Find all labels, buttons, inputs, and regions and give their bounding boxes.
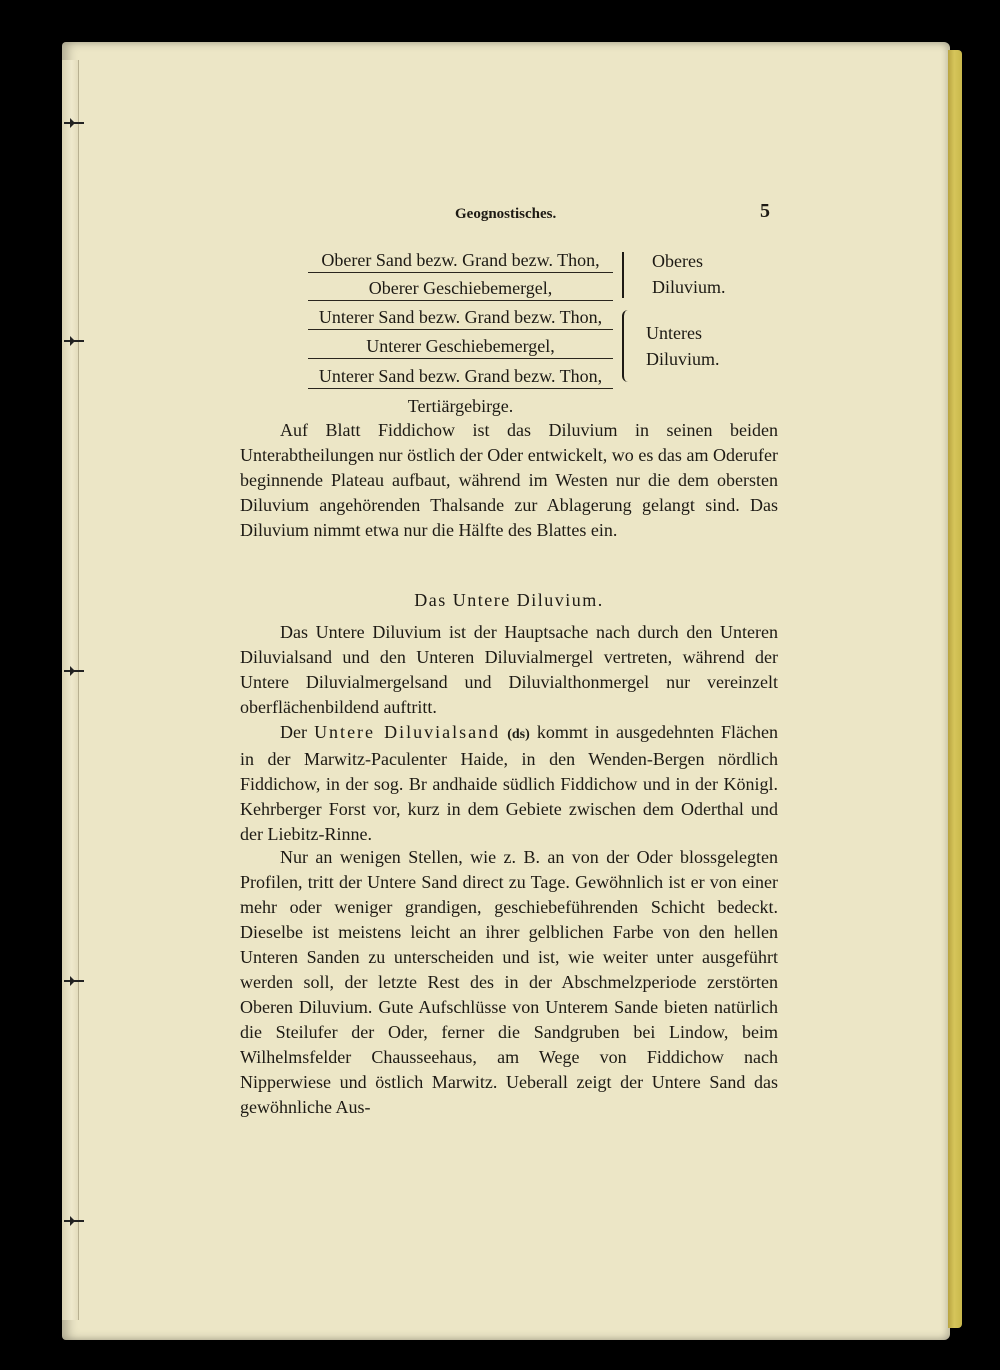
paragraph-3: [240, 720, 778, 847]
brace-upper: [622, 252, 630, 298]
binding-thread-mark: [64, 340, 84, 342]
upper-group-line1: Oberes: [652, 251, 703, 271]
page-number: 5: [760, 200, 770, 222]
brace-lower: [622, 310, 630, 382]
binding-thread-mark: [64, 1220, 84, 1222]
binding-thread-mark: [64, 122, 84, 124]
upper-group-line2: Diluvium.: [652, 277, 726, 297]
paragraph-2: Das Untere Diluvium ist der Hauptsache nach durch den Unteren Diluvialsand und den Unteren Diluvialmergel vertreten, während der Untere Diluvialmergelsand und Diluvialthonmergel nur vereinzelt oberflächenbildend auftritt.: [240, 622, 778, 717]
upper-group-label: [652, 248, 726, 300]
binding-thread-mark: [64, 980, 84, 982]
running-title: Geognostisches.: [455, 206, 557, 222]
strat-row-lower-sand-1: Unterer Sand bezw. Grand bezw. Thon,: [308, 305, 613, 330]
paragraph-3-term: Untere Diluvialsand: [314, 722, 501, 742]
strat-row-upper-till: Oberer Geschiebemergel,: [308, 276, 613, 301]
strat-row-lower-till: Unterer Geschiebemergel,: [308, 334, 613, 359]
strat-row-upper-sand: Oberer Sand bezw. Grand bezw. Thon,: [308, 248, 613, 273]
page-edge: [948, 50, 962, 1328]
binding-thread-mark: [64, 670, 84, 672]
lower-group-line2: Diluvium.: [646, 349, 720, 369]
lower-group-label: [646, 320, 720, 372]
paragraph-3-prefix: Der: [280, 722, 315, 742]
lower-group-line1: Unteres: [646, 323, 702, 343]
paragraph-3-rest: kommt in ausgedehnten Flächen in der Marwitz-Paculenter Haide, in den Wenden-Bergen nördlich Fiddichow, in der sog. Br andhaide südlich Fiddichow und in der Königl. Kehrberger Forst vor, kurz in dem Gebiete zwischen dem Oderthal und der Liebitz-Rinne.: [240, 722, 778, 844]
paragraph-4: Nur an wenigen Stellen, wie z. B. an von der Oder blossgelegten Profilen, tritt der Untere Sand direct zu Tage. Gewöhnlich ist er von einer mehr oder weniger grandigen, geschiebeführenden Schicht bedeckt. Dieselbe ist meistens leicht an ihrer gelblichen Farbe von den hellen Unteren Sanden zu unterscheiden und ist, wie weiter unter ausgeführt werden soll, der letzte Rest des in der Abschmelzperiode zerstörten Oberen Diluvium. Gute Aufschlüsse von Unterem Sande bieten natürlich die Steilufer der Oder, ferner die Sandgruben bei Lindow, beim Wilhelmsfelder Chausseehaus, am Wege von Fiddichow nach Nipperwiese und östlich Marwitz. Ueberall zeigt der Untere Sand das gewöhnliche Aus-: [240, 847, 778, 1117]
strat-row-lower-sand-2: Unterer Sand bezw. Grand bezw. Thon,: [308, 364, 613, 389]
paragraph-3-symbol: (ds): [507, 727, 530, 742]
section-heading: Das Untere Diluvium.: [414, 590, 604, 610]
book-spine: [62, 60, 79, 1320]
paragraph-1: Auf Blatt Fiddichow ist das Diluvium in seinen beiden Unterabtheilungen nur östlich der Oder entwickelt, wo es das am Oderufer beginnende Plateau aufbaut, während im Westen nur die dem obersten Diluvium angehörenden Thalsande zur Ablagerung gelangt sind. Das Diluvium nimmt etwa nur die Hälfte des Blattes ein.: [240, 420, 778, 540]
strat-row-tertiary: Tertiärgebirge.: [407, 396, 514, 416]
